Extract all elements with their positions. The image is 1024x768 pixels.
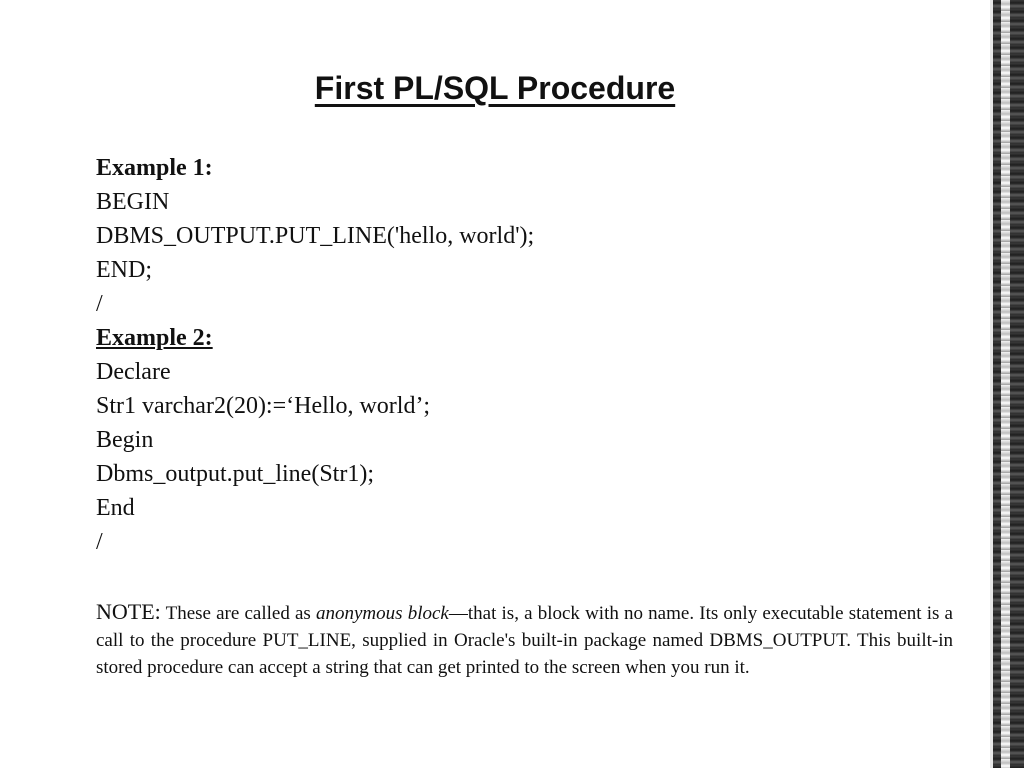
code-examples [96,151,534,559]
code-line: / [96,529,103,555]
code-line: Declare [96,359,171,385]
code-line: / [96,291,103,317]
decorative-border [990,0,1024,768]
note-emphasis: anonymous block [316,603,449,624]
code-line: BEGIN [96,189,170,215]
code-line: Dbms_output.put_line(Str1); [96,461,374,487]
example-1-heading: Example 1: [96,155,213,181]
code-line: END; [96,257,152,283]
code-line: DBMS_OUTPUT.PUT_LINE('hello, world'); [96,223,535,249]
example-2-heading: Example 2: [96,325,213,351]
note-text-before: These are called as [160,603,316,624]
code-line: Str1 varchar2(20):=‘Hello, world’; [96,393,431,419]
code-line: Begin [96,427,154,453]
note-paragraph [96,598,953,681]
code-line: End [96,495,135,521]
note-text-after: —that is, a block with no name. Its only executable statement is a call to the procedure PUT_LINE, supplied in Oracle's built-in package named DBMS_OUTPUT. This built-in stored procedure can accept a string that can get printed to the screen when you run it. [96,603,953,678]
note-label: NOTE: [96,599,161,624]
slide-title: First PL/SQL Procedure [314,70,676,106]
